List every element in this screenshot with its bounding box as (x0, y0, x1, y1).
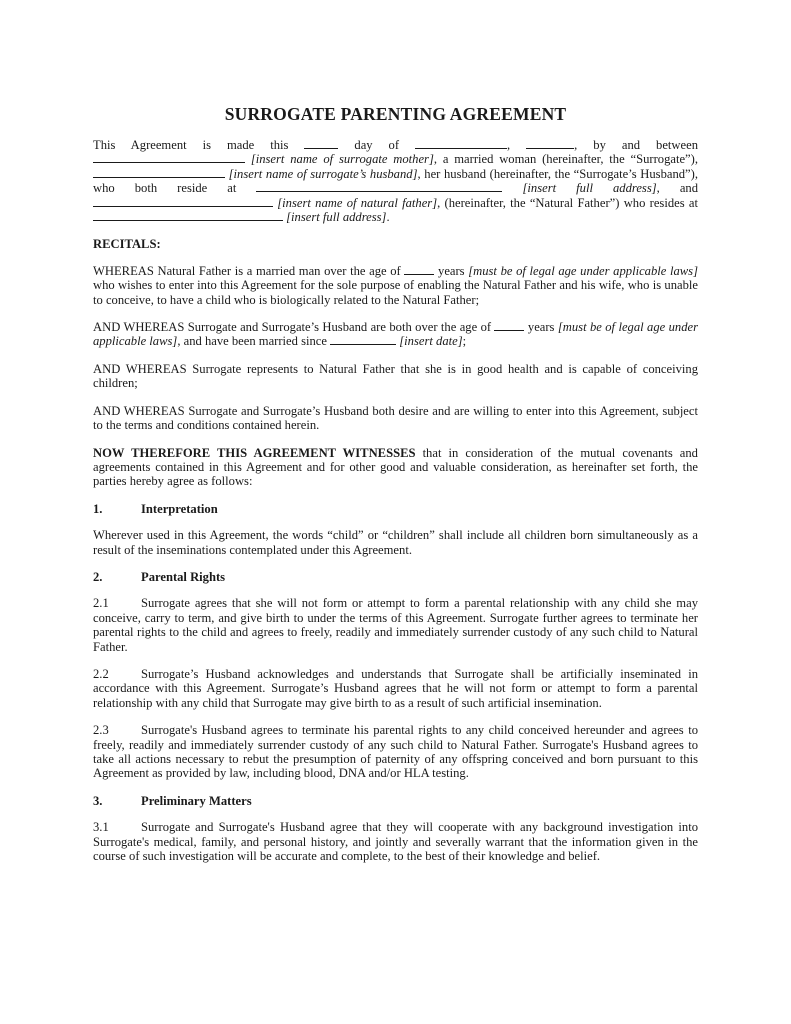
blank-natural-father-age[interactable] (404, 264, 434, 275)
blank-year[interactable] (526, 138, 574, 149)
section-3-heading: 3. Preliminary Matters (93, 793, 252, 808)
recital-1: WHEREAS Natural Father is a married man over the age of years [must be of legal age under applicable laws] who wishes to enter into this Agreement for the sole purpose of enabling the Natural Father and his wife, who is unable to conceive, to have a child who is biologically related to the Natural Father; (93, 263, 698, 307)
blank-surrogate-name[interactable] (93, 152, 245, 163)
placeholder-natural-father: [insert name of natural father] (277, 195, 438, 210)
clause-2-3: 2.3 Surrogate's Husband agrees to terminate his parental rights to any child conceived hereunder and agrees to freely, readily and immediately surrender custody of any such child to Natural Father. Surrogate's Husband agrees to take all actions necessary to rebut the presumption of paternity of any offspring conceived and born pursuant to this Agreement as provided by law, including blood, DNA and/or HLA testing. (93, 723, 698, 781)
blank-surrogate-age[interactable] (494, 320, 524, 331)
document-title: SURROGATE PARENTING AGREEMENT (224, 104, 567, 124)
clause-3-1: 3.1 Surrogate and Surrogate's Husband agree that they will cooperate with any background investigation into Surrogate's medical, family, and personal history, and jointly and severally warrant that the information given in the course of such investigation will be accurate and complete, to the best of their knowledge and belief. (93, 820, 698, 864)
recitals-heading: RECITALS: (93, 237, 161, 252)
blank-natural-father-name[interactable] (93, 196, 273, 207)
section-1-heading: 1. Interpretation (93, 501, 218, 516)
blank-month[interactable] (415, 138, 507, 149)
intro-paragraph: This Agreement is made this day of , , by and between [insert name of surrogate mother], a married woman (hereinafter, the “Surrogate”), [insert name of surrogate’s husband], her husband (hereinafter, the “Surrogate’s Husband”), who both reside at [insert full address], and [insert name of natural father], (hereinafter, the “Natural Father”) who resides at [insert full address]. (93, 138, 699, 225)
placeholder-surrogate-mother: [insert name of surrogate mother] (250, 152, 434, 167)
now-therefore-paragraph: NOW THEREFORE THIS AGREEMENT WITNESSES that in consideration of the mutual covenants and agreements contained in this Agreement and for other good and valuable consideration, as hereinafter set forth, the parties hereby agree as follows: (93, 445, 698, 489)
section-2-heading: 2. Parental Rights (93, 569, 226, 584)
blank-surrogate-husband-name[interactable] (93, 167, 225, 178)
placeholder-surrogate-husband: [insert name of surrogate’s husband] (228, 166, 418, 181)
clause-2-1: 2.1 Surrogate agrees that she will not form or attempt to form a parental relationship with any child she may conceive, carry to term, and give birth to under the terms of this Agreement. Surrogate further agrees to terminate her parental rights to the child and agrees to freely, readily and immediately surrender custody of any such child to Natural Father. (93, 596, 698, 654)
placeholder-full-address-2: [insert full address] (286, 210, 387, 225)
blank-natural-father-address[interactable] (93, 210, 283, 221)
blank-day[interactable] (304, 138, 338, 149)
blank-surrogate-address[interactable] (256, 181, 502, 192)
blank-marriage-date[interactable] (330, 334, 396, 345)
recital-2: AND WHEREAS Surrogate and Surrogate’s Husband are both over the age of years [must be of legal age under applicable laws], and have been married since [insert date]; (93, 320, 698, 349)
clause-2-2: 2.2 Surrogate’s Husband acknowledges and understands that Surrogate shall be artificially inseminated in accordance with this Agreement. Surrogate’s Husband agrees that he will not form or attempt to form a parental relationship with any child that Surrogate may give birth to as a result of such artificial insemination. (93, 666, 698, 710)
placeholder-full-address: [insert full address] (522, 181, 657, 196)
recital-4: AND WHEREAS Surrogate and Surrogate’s Husband both desire and are willing to enter into this Agreement, subject to the terms and conditions contained herein. (93, 403, 698, 433)
recital-3: AND WHEREAS Surrogate represents to Natural Father that she is in good health and is capable of conceiving children; (93, 361, 698, 391)
section-1-text: Wherever used in this Agreement, the words “child” or “children” shall include all children born simultaneously as a result of the inseminations contemplated under this Agreement. (93, 528, 698, 557)
